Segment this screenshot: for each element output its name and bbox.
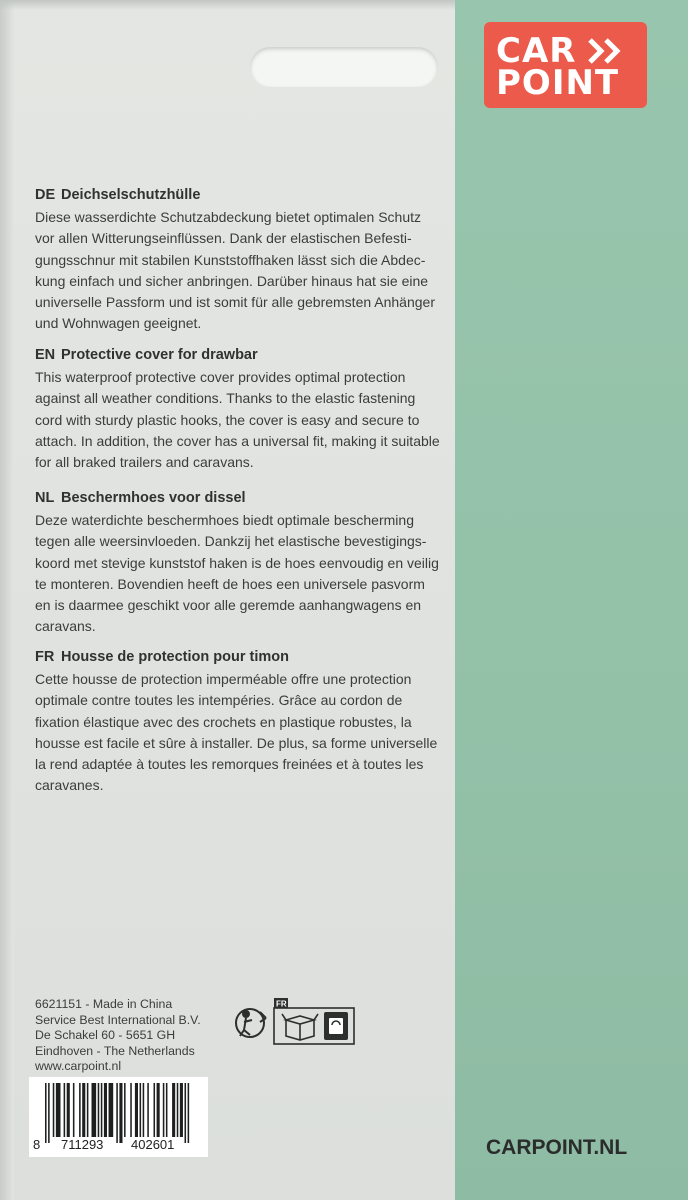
body-line: universelle Passform und ist somit für alle gebremsten Anhänger (35, 294, 435, 311)
section-heading (35, 488, 447, 509)
section-title: Housse de protection pour timon (61, 649, 289, 665)
info-line: De Schakel 60 - 5651 GH (35, 1028, 176, 1042)
badge-code: FR (276, 999, 287, 1009)
barcode-bar (92, 1083, 97, 1137)
barcode-bar (101, 1083, 103, 1137)
body-line: cord with sturdy plastic hooks, the cover is easy and secure to (35, 411, 420, 428)
barcode-bar (185, 1083, 187, 1143)
barcode-bar (53, 1083, 55, 1137)
info-line: Service Best International B.V. (35, 1012, 201, 1027)
section-title: Deichselschutzhülle (61, 187, 201, 203)
barcode-bar (73, 1083, 75, 1137)
barcode-bar (130, 1083, 132, 1137)
barcode-digit-first: 8 (33, 1137, 41, 1152)
body-line: vor allen Witterungseinflüssen. Dank der elastischen Befesti- (35, 230, 412, 247)
body-line: kung einfach und sicher anbringen. Darüber hinaus hat sie eine (35, 272, 429, 289)
section-title: Protective cover for drawbar (61, 347, 258, 363)
barcode-bar (166, 1083, 168, 1137)
barcode-bar (147, 1083, 149, 1137)
section-fr (35, 647, 447, 796)
barcode-bar (119, 1083, 122, 1143)
barcode-bar (64, 1083, 66, 1137)
body-line: This waterproof protective cover provides optimal protection (35, 369, 406, 386)
barcode-bar (172, 1083, 175, 1137)
recycling-icons (230, 998, 360, 1048)
barcode-bar (163, 1083, 165, 1137)
barcode-digits-left: 711293 (61, 1137, 104, 1152)
body-line: gungsschnur mit stabilen Kunststoffhaken lässt sich die Abdec- (35, 251, 426, 268)
barcode-bar (135, 1083, 138, 1137)
barcode-bar (67, 1083, 70, 1137)
barcode-bar (116, 1083, 118, 1143)
body-line: fixation élastique avec des crochets en plastique robustes, la (35, 713, 412, 730)
body-line: against all weather conditions. Thanks to the elastic fastening (35, 390, 416, 407)
barcode-bar (79, 1083, 81, 1137)
logo-line1: CAR (496, 31, 577, 71)
chevrons-icon (586, 37, 632, 65)
barcode-bar (109, 1083, 114, 1137)
lang-code: FR (35, 649, 55, 665)
section-heading (35, 185, 447, 206)
barcode-bar (45, 1083, 47, 1143)
section-de (35, 185, 447, 334)
manufacturer-info (35, 997, 235, 1075)
website-label: CARPOINT.NL (486, 1136, 628, 1159)
barcode-bar (140, 1083, 142, 1137)
body-line: la rend adaptée à toutes les remorques freinées et à toutes les (35, 756, 424, 773)
barcode-digits-right: 402601 (131, 1137, 175, 1152)
section-heading (35, 345, 447, 366)
body-line: Diese wasserdichte Schutzabdeckung bietet optimalen Schutz (35, 209, 421, 226)
info-line: 6621151 - Made in China (35, 997, 173, 1011)
body-line: attach. In addition, the cover has a universal fit, making it suitable (35, 432, 440, 449)
barcode-bar (180, 1083, 183, 1137)
body-line: caravans. (35, 618, 96, 635)
left-edge-strip (0, 0, 14, 1200)
body-line: optimale contre toutes les intempéries. Grâce au cordon de (35, 692, 403, 709)
body-line: und Wohnwagen geeignet. (35, 315, 202, 332)
section-nl (35, 488, 447, 637)
box-icon (282, 1014, 318, 1040)
body-line: tegen alle weersinvloeden. Dankzij het elastische bevestigings- (35, 533, 427, 550)
hang-hole (250, 47, 438, 87)
body-line: for all braked trailers and caravans. (35, 454, 254, 471)
barcode-bar (124, 1083, 126, 1137)
body-line: en is daarmee geschikt voor alle geremde aanhangwagens en (35, 597, 422, 614)
body-line: te monteren. Bovendien heeft de hoes een universele pasvorm (35, 575, 425, 592)
body-line: Deze waterdichte beschermhoes biedt optimale bescherming (35, 512, 414, 529)
barcode (29, 1077, 208, 1157)
barcode-bar (157, 1083, 160, 1137)
body-line: koord met stevige kunststof haken is de hoes eenvoudig en veilig (35, 554, 439, 571)
body-line: Cette housse de protection imperméable offre une protection (35, 671, 412, 688)
barcode-bar (98, 1083, 100, 1137)
body-line: housse est facile et sûre à installer. De plus, sa forme universelle (35, 734, 438, 751)
barcode-bar (104, 1083, 107, 1137)
barcode-bar (177, 1083, 179, 1137)
triman-icon (236, 1009, 266, 1037)
section-title: Beschermhoes voor dissel (61, 490, 246, 506)
barcode-bar (143, 1083, 145, 1137)
carpoint-logo (484, 22, 647, 108)
barcode-bar (87, 1083, 89, 1137)
barcode-bar (188, 1083, 190, 1143)
barcode-bars (29, 1083, 208, 1143)
lang-code: EN (35, 347, 56, 363)
section-heading (35, 647, 447, 668)
lang-code: DE (35, 187, 56, 203)
lang-code: NL (35, 490, 55, 506)
info-line: Eindhoven - The Netherlands (35, 1043, 195, 1058)
barcode-bar (82, 1083, 85, 1137)
barcode-bar (154, 1083, 156, 1137)
section-en (35, 345, 447, 473)
info-line: www.carpoint.nl (35, 1059, 122, 1073)
green-panel (455, 0, 688, 1200)
bin-icon (324, 1012, 348, 1040)
logo-line2: POINT (496, 63, 620, 103)
barcode-bar (48, 1083, 50, 1143)
barcode-bar (56, 1083, 61, 1137)
body-line: caravanes. (35, 777, 104, 794)
